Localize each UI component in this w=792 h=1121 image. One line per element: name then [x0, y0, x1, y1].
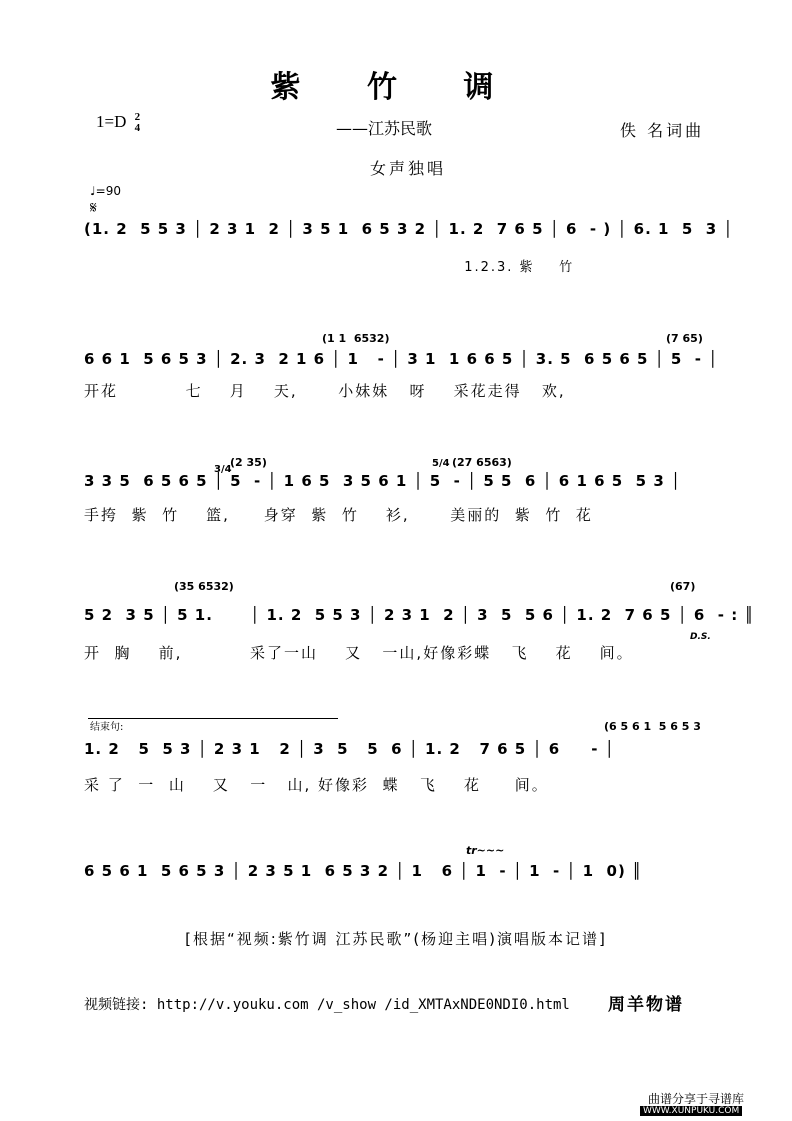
author-label: 佚 名词曲 [620, 121, 705, 140]
line-4-lyrics: 开 胸 前, 采了一山 又 一山,好像彩蝶 飞 花 间。 [84, 644, 634, 662]
line-4-notes: 5 2 3 5 │ 5 1. │ 1. 2 5 5 3 │ 2 3 1 2 │ 3 5 5 6 │ 1. 2 7 6 5 │ 6 - : ║ [84, 606, 755, 624]
score-line-6 [84, 862, 724, 880]
trill-mark: tr~~~ [466, 844, 505, 857]
time-signature [135, 112, 141, 134]
meter-change-1: 3/4 [214, 464, 232, 475]
line-6-notes: 6 5 6 1 5 6 5 3 │ 2 3 5 1 6 5 3 2 │ 1 6 │ 1 - │ 1 - │ 1 0) ║ [84, 862, 643, 880]
grace-notes-2: (7 65) [666, 332, 703, 345]
meter-change-2: 5/4 [432, 458, 450, 469]
time-sig-bottom: 4 [134, 122, 141, 135]
time-sig-top: 2 [134, 111, 141, 124]
video-link[interactable]: 视频链接: http://v.youku.com /v_show /id_XMTAxNDE0NDI0.html [84, 997, 570, 1013]
transcription-note: [根据“视频:紫竹调 江苏民歌”(杨迎主唱)演唱版本记谱] [185, 930, 607, 948]
grace-notes-3: (2 35) [230, 456, 267, 469]
grace-notes-4: (27 6563) [452, 456, 512, 469]
key-label: 1=D [96, 112, 127, 131]
line-1-notes: (1. 2 5 5 3 │ 2 3 1 2 │ 3 5 1 6 5 3 2 │ 1. 2 7 6 5 │ 6 - ) │ 6. 1 5 3 │ [84, 220, 734, 238]
song-title: 紫 竹 调 [270, 70, 522, 105]
ending-bracket [88, 718, 338, 719]
key-signature [96, 112, 140, 134]
score-line-1 [84, 220, 734, 238]
grace-notes-1: (1 1 6532) [322, 332, 390, 345]
watermark-url[interactable]: WWW.XUNPUKU.COM [640, 1106, 742, 1116]
grace-notes-5: (35 6532) [174, 580, 234, 593]
score-line-2 [84, 350, 724, 368]
performance-label: 女声独唱 [370, 159, 447, 178]
score-line-3 [84, 472, 724, 490]
line-5-notes: 1. 2 5 5 3 │ 2 3 1 2 │ 3 5 5 6 │ 1. 2 7 6 5 │ 6 - │ [84, 740, 615, 758]
line-2-lyrics: 开花 七 月 天, 小妹妹 呀 采花走得 欢, [84, 382, 566, 400]
line-2-notes: 6 6 1 5 6 5 3 │ 2. 3 2 1 6 │ 1 - │ 3 1 1 6 6 5 │ 3. 5 6 5 6 5 │ 5 - │ [84, 350, 719, 368]
line-1-lyrics: 1.2.3. 紫 竹 [84, 260, 575, 275]
score-line-4 [84, 606, 755, 624]
line-3-lyrics: 手挎 紫 竹 篮, 身穿 紫 竹 衫, 美丽的 紫 竹 花 [84, 506, 593, 524]
genre-label: ——江苏民歌 [336, 119, 433, 138]
score-line-5 [84, 740, 724, 758]
watermark-text: 曲谱分享于寻谱库 [648, 1092, 745, 1106]
tempo-mark: ♩=90 [90, 184, 121, 198]
grace-notes-6: (67) [670, 580, 696, 593]
grace-notes-7: (6 5 6 1 5 6 5 3 [604, 720, 701, 733]
segno-icon: 𝄋 [90, 198, 97, 217]
ds-mark: D.S. [690, 632, 711, 642]
line-3-notes: 3 3 5 6 5 6 5 │ 5 - │ 1 6 5 3 5 6 1 │ 5 - │ 5 5 6 │ 6 1 6 5 5 3 │ [84, 472, 682, 490]
line-5-lyrics: 采 了 一 山 又 一 山, 好像彩 蝶 飞 花 间。 [84, 776, 549, 794]
ending-label: 结束句: [90, 722, 124, 733]
transcriber-signature: 周羊物谱 [608, 995, 684, 1015]
